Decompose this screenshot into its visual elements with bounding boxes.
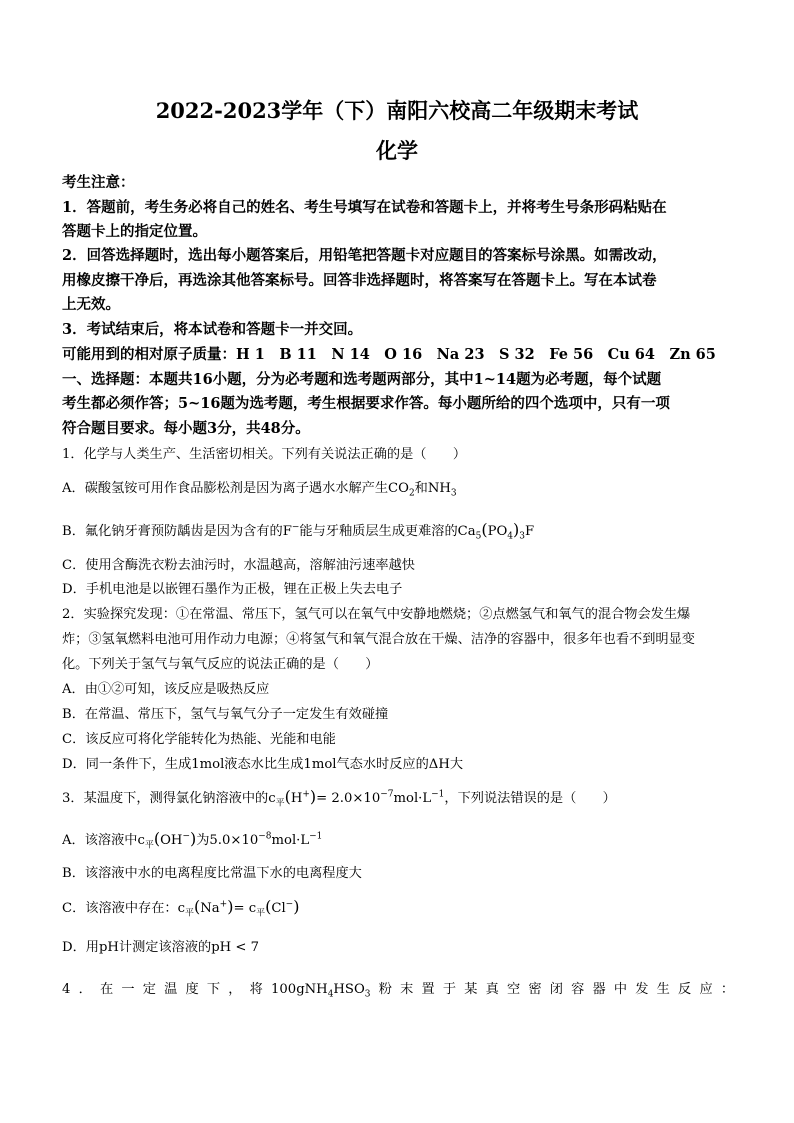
exam-title: 2022-2023学年（下）南阳六校高二年级期末考试 (155, 98, 639, 123)
q3-option-c: C．该溶液中存在：$c_平(Na^+)= c_平(Cl^-)$ (62, 897, 300, 919)
section-intro-line-3: 符合题目要求。每小题3分，共48分。 (62, 420, 310, 437)
atomic-mass-line: 可能用到的相对原子质量：H 1 B 11 N 14 O 16 Na 23 S 32 Fe 56 Cu 64 Zn 65 (62, 346, 716, 363)
q2-stem-line-1: 2．实验探究发现：①在常温、常压下，氢气可以在氧气中安静地燃烧；②点燃氢气和氧气的混合物会发生爆 (62, 607, 691, 622)
section-intro-line-1: 一、选择题：本题共16小题，分为必考题和选考题两部分，其中1~14题为必考题，每个试题 (62, 371, 662, 388)
q2-stem-line-2: 炸；③氢氧燃料电池可用作动力电源；④将氢气和氧气混合放在干燥、洁净的容器中，很多年也看不到明显变 (62, 632, 695, 647)
q1-option-c: C．使用含酶洗衣粉去油污时，水温越高，溶解油污速率越快 (62, 558, 415, 573)
q4-stem: 4．在一定温度下，将$100gNH_4HSO_3$粉末置于某真空密闭容器中发生反应： (62, 982, 734, 1000)
q1-option-d: D．手机电池是以嵌锂石墨作为正极，锂在正极上失去电子 (62, 582, 403, 597)
q3-stem: 3．某温度下，测得氯化钠溶液中的$c_平(H^+)= 2.0\times 10^{-7}mol\cdot L^{-1}$，下列说法错误的是（ ） (62, 787, 616, 809)
notice-heading: 考生注意： (62, 174, 135, 191)
notice-item-1-line-1: 1．答题前，考生务必将自己的姓名、考生号填写在试卷和答题卡上，并将考生号条形码粘贴在 (62, 199, 667, 216)
q2-option-b: B．在常温、常压下，氢气与氧气分子一定发生有效碰撞 (62, 707, 389, 722)
section-intro-line-2: 考生都必须作答；5~16题为选考题，考生根据要求作答。每小题所给的四个选项中，只有一项 (62, 395, 670, 412)
q2-option-d: D．同一条件下，生成1mol液态水比生成1mol气态水时反应的ΔH大 (62, 757, 464, 772)
q2-option-a: A．由①②可知，该反应是吸热反应 (62, 682, 270, 697)
notice-item-2-line-3: 上无效。 (62, 296, 120, 313)
q2-stem-line-3: 化。下列关于氢气与氧气反应的说法正确的是（ ） (62, 657, 379, 672)
notice-item-2-line-1: 2．回答选择题时，选出每小题答案后，用铅笔把答题卡对应题目的答案标号涂黑。如需改动， (62, 247, 667, 264)
q3-option-d: D．用pH计测定该溶液的pH < 7 (62, 940, 259, 955)
q1-option-b: B．氟化钠牙膏预防龋齿是因为含有的F−能与牙釉质层生成更难溶的$Ca_5(PO_4)_3F$ (62, 520, 535, 542)
q2-option-c: C．该反应可将化学能转化为热能、光能和电能 (62, 732, 336, 747)
q3-option-a: A．该溶液中$c_平(OH^-)$为$5.0\times 10^{-8}mol\cdot L^{-1}$ (62, 829, 323, 851)
notice-item-2-line-2: 用橡皮擦干净后，再选涂其他答案标号。回答非选择题时，将答案写在答题卡上。写在本试卷 (62, 272, 657, 289)
subject-title: 化学 (376, 138, 418, 163)
q1-stem: 1．化学与人类生产、生活密切相关。下列有关说法正确的是（ ） (62, 447, 467, 462)
q3-option-b: B．该溶液中水的电离程度比常温下水的电离程度大 (62, 866, 362, 881)
q1-option-a: A．碳酸氢铵可用作食品膨松剂是因为离子遇水水解产生$CO_2$和$NH_3$ (62, 481, 457, 499)
notice-item-1-line-2: 答题卡上的指定位置。 (62, 223, 207, 240)
notice-item-3: 3．考试结束后，将本试卷和答题卡一并交回。 (62, 321, 363, 338)
